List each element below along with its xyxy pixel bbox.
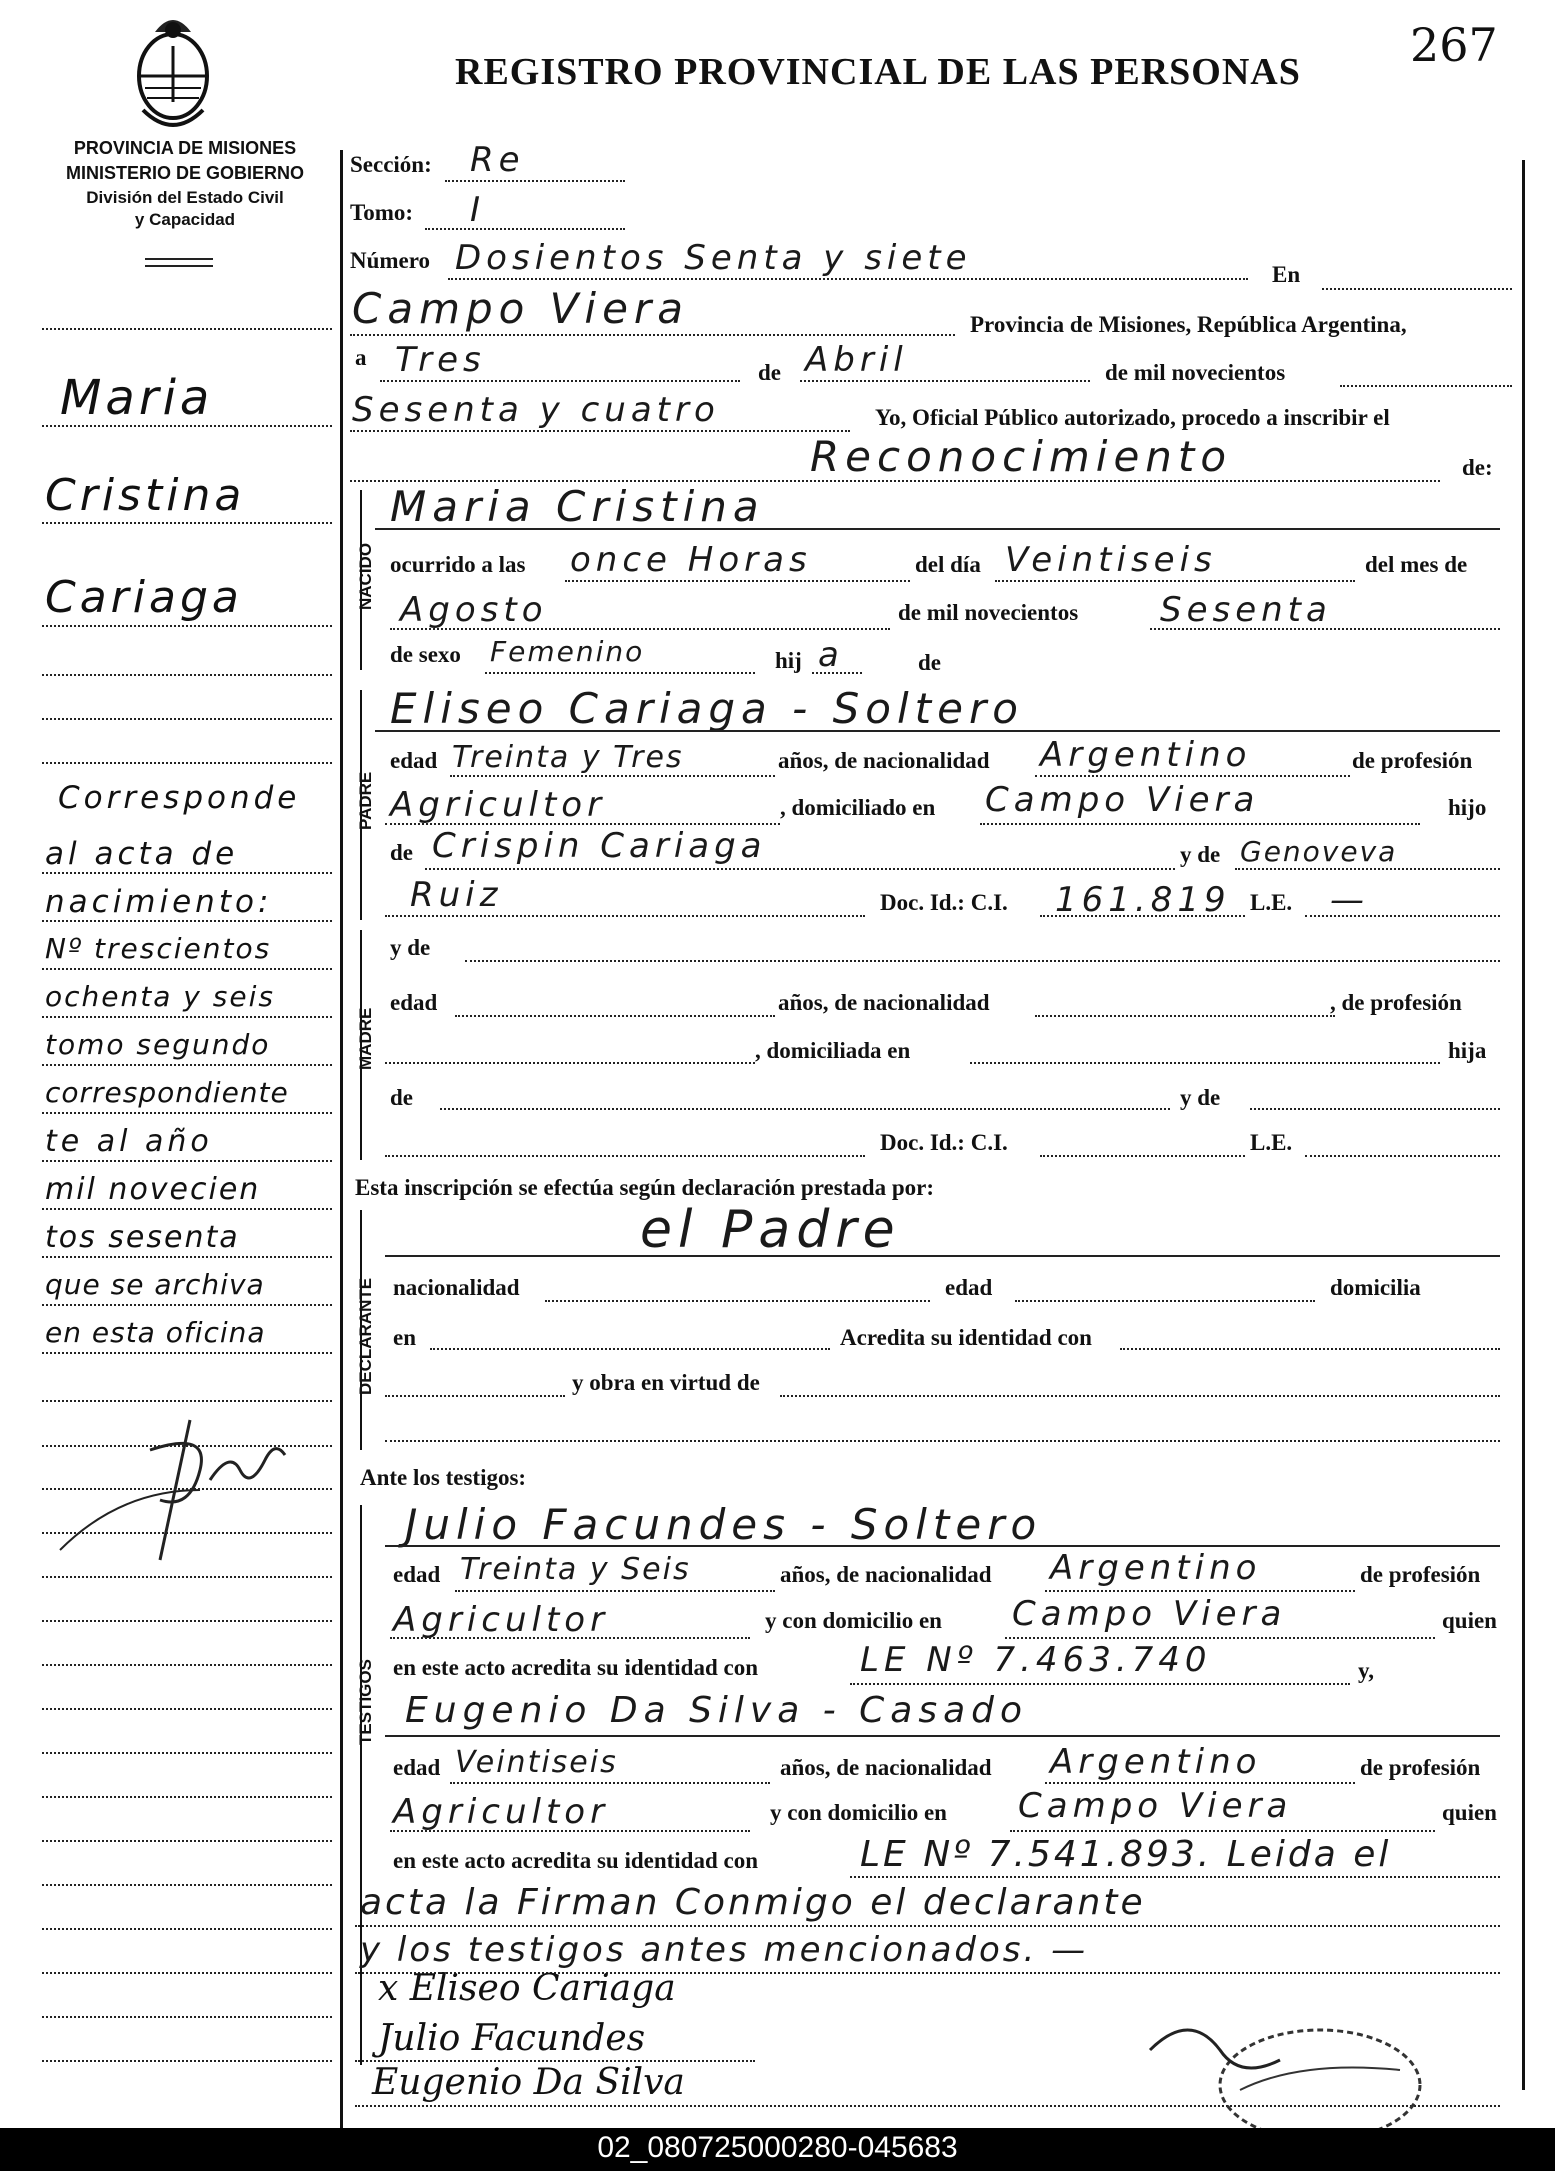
label-de: de [758, 360, 781, 385]
value-dia: Tres [395, 340, 486, 380]
value-seccion: Re [470, 140, 525, 180]
label-ocurrido: ocurrido a las [390, 552, 526, 577]
value-abuela2: Ruiz [410, 875, 503, 915]
label-a: a [355, 345, 367, 370]
value-t2-dom: Campo Viera [1018, 1786, 1293, 1826]
value-t1-dom: Campo Viera [1012, 1594, 1287, 1634]
label-de-colon: de: [1462, 455, 1493, 480]
value-anio-nac: Sesenta [1160, 590, 1332, 630]
label-en: En [1272, 262, 1301, 287]
value-tipo: Reconocimiento [810, 432, 1233, 481]
margin-name-1: Maria [60, 370, 214, 426]
label-madre: MADRE [356, 1007, 375, 1070]
label-madre-de: de [390, 1085, 413, 1110]
label-acredita: Acredita su identidad con [840, 1325, 1092, 1350]
label-t2-prof: de profesión [1360, 1755, 1481, 1780]
value-padre-le: — [1330, 880, 1369, 920]
label-t1-y: y, [1358, 1658, 1374, 1683]
value-nombre: Maria Cristina [390, 482, 765, 531]
value-mes: Abril [805, 340, 908, 380]
org-line-3: División del Estado Civil [86, 188, 284, 207]
label-madre-y-de2: y de [1180, 1085, 1221, 1110]
value-anio: Sesenta y cuatro [352, 390, 720, 430]
label-del-mes: del mes de [1365, 552, 1468, 577]
label-padre-de: de [390, 840, 413, 865]
org-line-1: PROVINCIA DE MISIONES [73, 138, 297, 158]
margin-name-2: Cristina [45, 470, 246, 521]
label-ante-testigos: Ante los testigos: [360, 1465, 527, 1490]
label-padre-edad: edad [390, 748, 438, 773]
margin-note-2: al acta de [45, 836, 239, 872]
value-t1-edad: Treinta y Seis [460, 1552, 691, 1587]
margin-note-6: tomo segundo [45, 1028, 271, 1061]
label-t2-dom: y con domicilio en [770, 1800, 947, 1825]
label-decl-domicilia: domicilia [1330, 1275, 1421, 1300]
value-hij: a [818, 635, 844, 675]
value-mes-nac: Agosto [400, 590, 548, 630]
coat-of-arms-icon [125, 10, 221, 130]
value-padre-dom: Campo Viera [985, 780, 1260, 820]
signature-3: Eugenio Da Silva [372, 2062, 685, 2103]
label-t2-anos: años, de nacionalidad [780, 1755, 992, 1780]
value-dia-nac: Veintiseis [1005, 540, 1217, 580]
label-domiciliada: , domiciliada en [755, 1038, 911, 1063]
label-padre-le: L.E. [1250, 890, 1293, 915]
value-cierre1: acta la Firman Conmigo el declarante [360, 1882, 1146, 1923]
margin-note-12: en esta oficina [45, 1316, 266, 1349]
label-hijo: hijo [1448, 795, 1487, 820]
document-title: REGISTRO PROVINCIAL DE LAS PERSONAS [455, 51, 1301, 93]
label-domiciliado: , domiciliado en [780, 795, 936, 820]
value-padre-nombre: Eliseo Cariaga - Soltero [390, 684, 1024, 733]
margin-signature [40, 1410, 300, 1570]
value-abuelo: Crispin Cariaga [432, 826, 767, 866]
margin-note-1: Corresponde [58, 780, 301, 816]
label-t2-acredita: en este acto acredita su identidad con [393, 1848, 759, 1873]
value-t2-prof: Agricultor [393, 1792, 610, 1832]
value-t2-doc: LE Nº 7.541.893. Leida el [860, 1834, 1392, 1875]
margin-note-11: que se archiva [45, 1268, 265, 1301]
value-numero: Dosientos Senta y siete [455, 238, 972, 278]
label-tomo: Tomo: [350, 200, 414, 225]
value-t1-prof: Agricultor [393, 1600, 610, 1640]
label-decl-en: en [393, 1325, 416, 1350]
margin-note-8: te al año [45, 1124, 213, 1159]
value-hora: once Horas [570, 540, 812, 580]
label-testigos: TESTIGOS [356, 1659, 375, 1745]
label-madre-y-de: y de [390, 935, 431, 960]
label-obra: y obra en virtud de [572, 1370, 760, 1395]
margin-note-3: nacimiento: [45, 884, 273, 920]
footer-code: 02_080725000280-045683 [597, 2131, 958, 2164]
value-t2-nac: Argentino [1050, 1742, 1262, 1782]
label-hija: hija [1448, 1038, 1487, 1063]
label-numero: Número [350, 248, 431, 273]
label-yo-oficial: Yo, Oficial Público autorizado, procedo a inscribir el [875, 405, 1390, 430]
value-t2-edad: Veintiseis [455, 1745, 618, 1780]
value-abuela: Genoveva [1240, 835, 1398, 868]
value-cierre2: y los testigos antes mencionados. — [360, 1930, 1089, 1970]
label-del-dia: del día [915, 552, 981, 577]
label-madre-anos: años, de nacionalidad [778, 990, 990, 1015]
value-padre-nac: Argentino [1040, 735, 1252, 775]
label-t2-edad: edad [393, 1755, 441, 1780]
value-t2-nombre: Eugenio Da Silva - Casado [405, 1690, 1029, 1731]
label-inscripcion: Esta inscripción se efectúa según declaración prestada por: [355, 1175, 935, 1200]
margin-name-3: Cariaga [45, 572, 243, 623]
label-seccion: Sección: [350, 152, 432, 177]
label-t1-acredita: en este acto acredita su identidad con [393, 1655, 759, 1680]
signature-1: x Eliseo Cariaga [378, 1968, 676, 2009]
value-padre-prof: Agricultor [390, 785, 607, 825]
label-t1-quien: quien [1442, 1608, 1497, 1633]
margin-note-10: tos sesenta [45, 1220, 240, 1255]
label-madre-prof: , de profesión [1330, 990, 1462, 1015]
label-hij: hij [775, 648, 802, 673]
value-padre-ci: 161.819 [1055, 880, 1231, 920]
value-sexo: Femenino [490, 635, 645, 668]
value-tomo: I [470, 190, 486, 230]
label-declarante: DECLARANTE [356, 1277, 375, 1395]
label-sexo: de sexo [390, 642, 461, 667]
label-de2: de [918, 650, 941, 675]
label-padre-anos: años, de nacionalidad [778, 748, 990, 773]
label-t1-edad: edad [393, 1562, 441, 1587]
signature-2: Julio Facundes [378, 2018, 646, 2059]
margin-note-7: correspondiente [45, 1076, 289, 1109]
label-decl-edad: edad [945, 1275, 993, 1300]
label-decl-nac: nacionalidad [393, 1275, 520, 1300]
label-de-mil-nov: de mil novecientos [898, 600, 1079, 625]
page-number: 267 [1410, 18, 1498, 72]
label-nacido: NACIDO [356, 542, 375, 610]
label-padre: PADRE [356, 771, 375, 830]
label-madre-edad: edad [390, 990, 438, 1015]
label-de-mil: de mil novecientos [1105, 360, 1286, 385]
value-lugar: Campo Viera [352, 284, 689, 333]
label-provincia: Provincia de Misiones, República Argentina, [970, 312, 1407, 337]
label-madre-le: L.E. [1250, 1130, 1293, 1155]
label-t1-dom: y con domicilio en [765, 1608, 942, 1633]
value-t1-nac: Argentino [1050, 1548, 1262, 1588]
value-padre-edad: Treinta y Tres [452, 740, 684, 775]
margin-note-4: Nº trescientos [45, 932, 272, 965]
label-t2-quien: quien [1442, 1800, 1497, 1825]
value-declarante: el Padre [640, 1200, 901, 1260]
label-madre-doc: Doc. Id.: C.I. [880, 1130, 1008, 1155]
label-y-de: y de [1180, 842, 1221, 867]
official-seal [1130, 1990, 1430, 2130]
value-t1-nombre: Julio Facundes - Soltero [405, 1500, 1043, 1549]
label-t1-prof: de profesión [1360, 1562, 1481, 1587]
org-line-2: MINISTERIO DE GOBIERNO [65, 163, 305, 183]
label-t1-anos: años, de nacionalidad [780, 1562, 992, 1587]
value-t1-doc: LE Nº 7.463.740 [860, 1640, 1212, 1680]
org-line-4: y Capacidad [134, 210, 236, 229]
label-padre-prof: de profesión [1352, 748, 1473, 773]
org-block [40, 138, 330, 230]
margin-note-9: mil novecien [45, 1172, 261, 1207]
margin-note-5: ochenta y seis [45, 980, 275, 1013]
label-padre-doc: Doc. Id.: C.I. [880, 890, 1008, 915]
